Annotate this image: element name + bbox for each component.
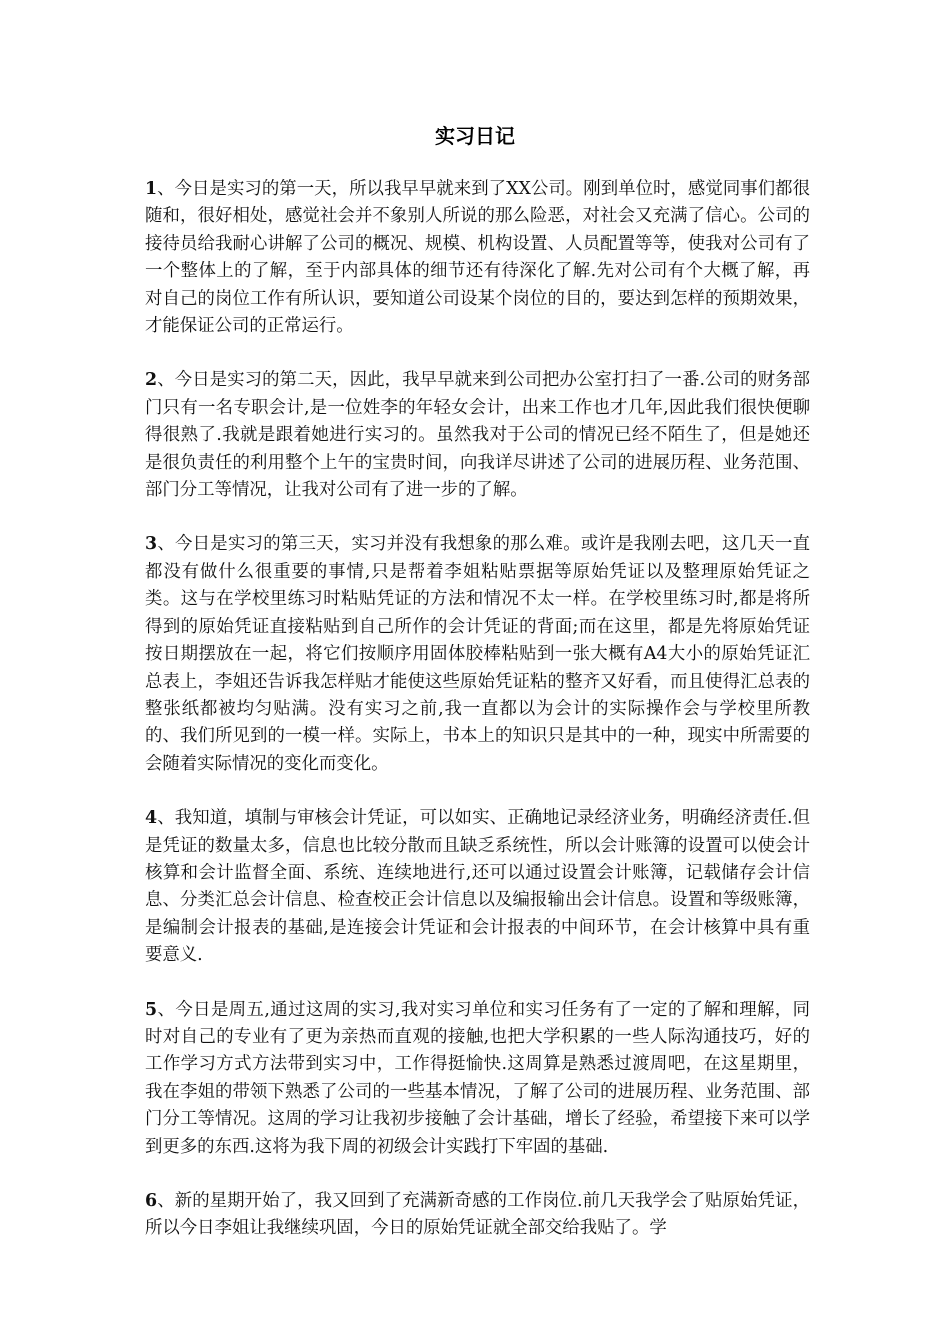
diary-paragraph-1 (145, 176, 810, 340)
paragraph-text: 、今日是实习的第二天，因此，我早早就来到公司把办公室打扫了一番.公司的财务部门只有一名专职会计,是一位姓李的年轻女会计，出来工作也才几年,因此我们很快便聊得很熟了.我就是跟着她进行实习的。虽然我对于公司的情况已经不陌生了，但是她还是很负责任的利用整个上午的宝贵时间，向我详尽讲述了公司的进展历程、业务范围、部门分工等情况，让我对公司有了进一步的了解。 (145, 370, 810, 501)
paragraph-text: 、新的星期开始了，我又回到了充满新奇感的工作岗位.前几天我学会了贴原始凭证，所以今日李姐让我继续巩固，今日的原始凭证就全部交给我贴了。学 (145, 1191, 810, 1239)
paragraph-text: 、今日是实习的第一天，所以我早早就来到了XX公司。刚到单位时，感觉同事们都很随和，很好相处，感觉社会并不象别人所说的那么险恶，对社会又充满了信心。公司的接待员给我耐心讲解了公司的概况、规模、机构设置、人员配置等等，使我对公司有了一个整体上的了解，至于内部具体的细节还有待深化了解.先对公司有个大概了解，再对自己的岗位工作有所认识，要知道公司设某个岗位的目的，要达到怎样的预期效果，才能保证公司的正常运行。 (145, 179, 810, 337)
paragraph-number: 3 (145, 534, 158, 555)
document-body (145, 176, 810, 1270)
paragraph-number: 2 (145, 370, 158, 391)
diary-paragraph-2 (145, 367, 810, 504)
diary-paragraph-3 (145, 531, 810, 778)
paragraph-number: 1 (145, 179, 158, 199)
paragraph-number: 5 (145, 999, 158, 1020)
paragraph-text: 、我知道，填制与审核会计凭证，可以如实、正确地记录经济业务，明确经济责任.但是凭证的数量太多，信息也比较分散而且缺乏系统性，所以会计账簿的设置可以使会计核算和会计监督全面、系统、连续地进行,还可以通过设置会计账簿，记载储存会计信息、分类汇总会计信息、检查校正会计信息以及编报输出会计信息。设置和等级账簿，是编制会计报表的基础,是连接会计凭证和会计报表的中间环节，在会计核算中具有重要意义. (145, 808, 810, 966)
diary-paragraph-4 (145, 805, 810, 969)
paragraph-number: 6 (145, 1191, 158, 1211)
paragraph-number: 4 (145, 808, 158, 829)
paragraph-text: 、今日是实习的第三天，实习并没有我想象的那么难。或许是我刚去吧，这几天一直都没有做什么很重要的事情,只是帮着李姐粘贴票据等原始凭证以及整理原始凭证之类。这与在学校里练习时粘贴凭证的方法和情况不太一样。在学校里练习时,都是将所得到的原始凭证直接粘贴到自己所作的会计凭证的背面;而在这里，都是先将原始凭证按日期摆放在一起，将它们按顺序用固体胶棒粘贴到一张大概有A4大小的原始凭证汇总表上，李姐还告诉我怎样贴才能使这些原始凭证粘的整齐又好看，而且使得汇总表的整张纸都被均匀贴满。没有实习之前,我一直都以为会计的实际操作会与学校里所教的、我们所见到的一模一样。实际上，书本上的知识只是其中的一种，现实中所需要的会随着实际情况的变化而变化。 (145, 534, 810, 774)
diary-paragraph-6 (145, 1188, 810, 1243)
paragraph-text: 、今日是周五,通过这周的实习,我对实习单位和实习任务有了一定的了解和理解，同时对自己的专业有了更为亲热而直观的接触,也把大学积累的一些人际沟通技巧，好的工作学习方式方法带到实习中，工作得挺愉快.这周算是熟悉过渡周吧，在这星期里，我在李姐的带领下熟悉了公司的一些基本情况，了解了公司的进展历程、业务范围、部门分工等情况。这周的学习让我初步接触了会计基础，增长了经验，希望接下来可以学到更多的东西.这将为我下周的初级会计实践打下牢固的基础. (145, 999, 810, 1157)
document-title: 实习日记 (435, 124, 515, 148)
diary-paragraph-5 (145, 997, 810, 1161)
